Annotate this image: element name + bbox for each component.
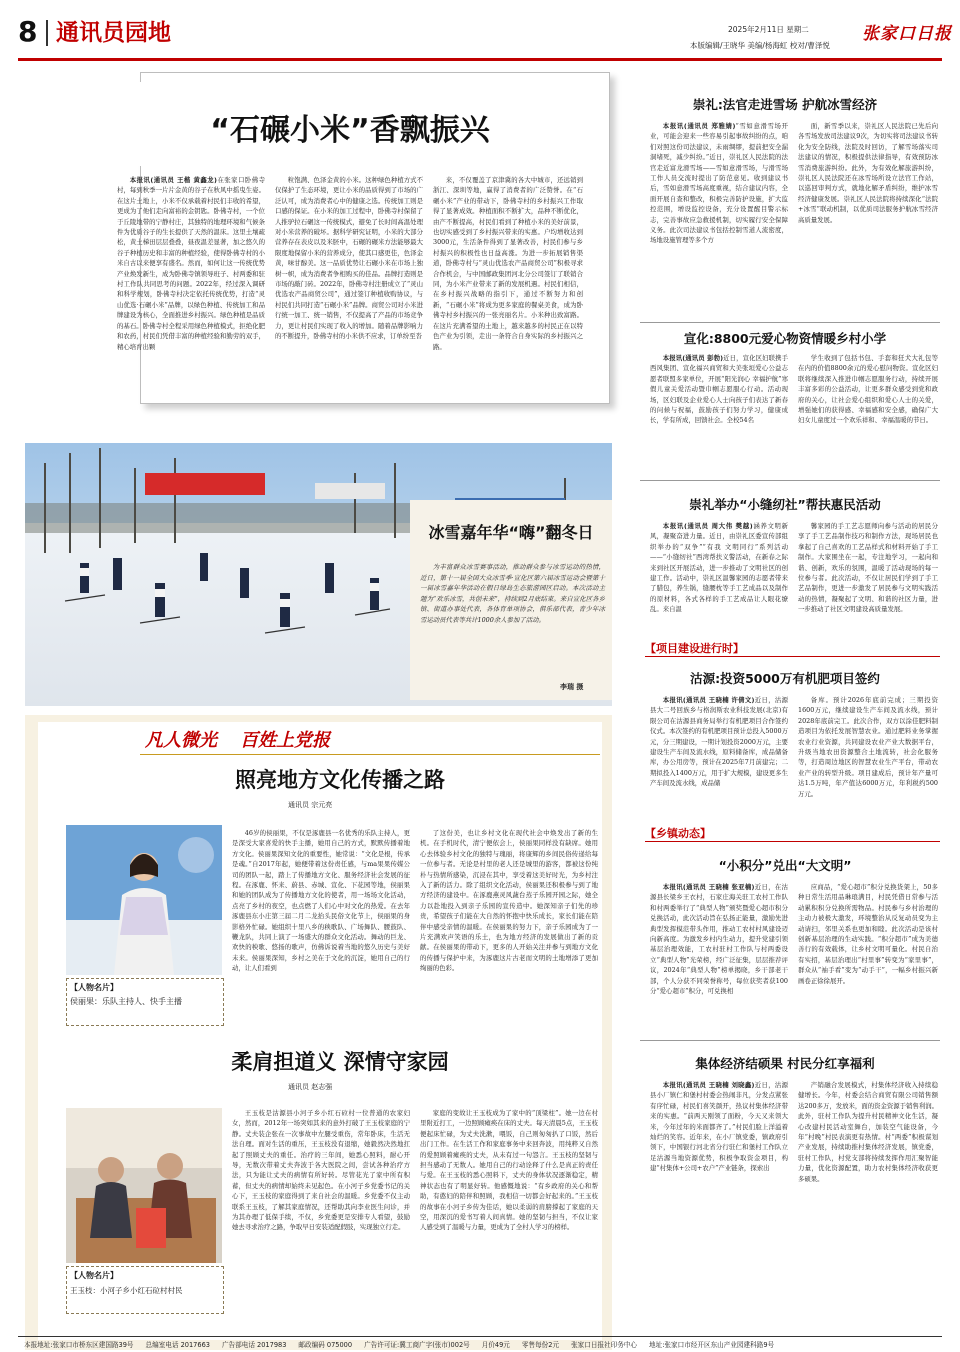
story-family-col-1: 王玉枝是沽源县小河子乡小红石砬村一位普通的农家妇女，然而，2012年一场突如其来的意外打破了王玉枝家庭的宁静。丈夫装企张在一次事故中左腿受重伤，常年卧床，生活无法自理。面对生活的重压，王玉枝没有退缩，她毅然决然地扛起了照顾丈夫的重任。治疗的三年间，她悉心照料，耐心开导，无数次带着丈夫奔波于各大医院之间，尝试各种治疗方法，只为能让丈夫的病情有所好转。尽管花光了家中所有积蓄，但丈夫的病情却始终未见起色。在小河子乡党委书记的关心下，王玉枝的家庭得到了来自社会的温暖。乡党委不仅主动联系王玉枝，了解其家庭情况，还帮助其向李业医生问诊，并为其办理了低保手续，不仅，乡党委更是安排专人看望，鼓励她去寻求治疗之路，争取早日安装适配假肢，实现独立行走。 <box>232 1109 410 1232</box>
footer-license: 广告许可证:冀工商广字(张市)002号 <box>364 1341 470 1349</box>
rule-township <box>645 841 940 842</box>
ski-feature-credit: 李瑞 摄 <box>560 683 584 691</box>
tag-project: 【项目建设进行时】 <box>645 642 744 655</box>
article-millet-col-2: 粒饱满、色泽金黄的小米。这种绿色种植方式不仅保护了生态环境，更让小米的品质得到了市场的广泛认可，成为消费者心中的健康之选。传统加工则是口感的保证。在小米的加工过程中，卧佛寺村保留了人推驴拉石碾这一传统模式，避免了长时间高温处理对小米营养的破坏。据科学研究证明，小米的大部分营养存在表皮以及米胚中，石碾的碾米方法能够最大限度地保留小米的营养成分，使其口感更佳，色泽金黄，味甘醇美。这一品质优势让石碾小米在市场上独树一帜，成为消费者争相购买的佳品。品牌打造则是市场的敲门砖。2022年，卧佛寺村注册成立了“灵山优选农产品商贸公司”，通过签订种植收购协议，与村民们共同打造“石碾小米”品牌。商贸公司对小米进行统一加工、统一销售，不仅提高了产品的市场竞争力，更让村民们实现了收入的增加。随着品牌影响力的不断提升，卧佛寺村的小米供不应求，订单纷至沓 <box>275 176 423 341</box>
article-chongli-court-col-1: 本报讯(通讯员 郑雅婧)“雪如意滑雪场开业，可能会迎来一些容易引起事故纠纷的点，咱们对照这份司法建议，未雨绸缪，提前把安全漏洞堵死，减少纠纷。”近日，崇礼区人民法院的法官走近富龙滑雪场——雪如意滑雪场，与滑雪场工作人员交流时提出了防范意见。收到建议书后，雪如意滑雪场高度重视，结合建议内容，全面开展自查和整改，积极完善防护设施，扩大监控范围，增设监控设备，充分设置醒目警示标志，完善事故应急救援机制，切实履行安全保障义务。此次司法建议书包括控制雪道人流密度，场地设施管理等多个方 <box>650 122 788 245</box>
header-editors: 本版编辑/王晓华 美编/杨海虹 校对/曹泽悦 <box>690 41 830 50</box>
article-millet-col-3: 来，不仅覆盖了京津冀的各大中城市，还远销到浙江、深圳等地，赢得了消费者的广泛赞誉。在“石碾小米”产业的带动下，卧佛寺村的乡村振兴工作取得了显著成效。种植面积不断扩大，品种不断优化，由产不断提高，村民们看到了种植小米的美好前景，也切实感受到了乡村振兴带来的实惠。户均增收达到3000元，生活条件得到了显著改善，村民们参与乡村振兴的积极性也日益高涨。为进一步拓展销售渠道，卧佛寺村与“灵山优选农产品商贸公司”积极寻求合作机会，与中国邮政集团河北分公司签订了联销合同，为小米产业带来了新的发展机遇。村民们相信，在乡村振兴战略的指引下，通过不断努力和创新，“石碾小米”将成为更多家庭的餐桌美食，成为卧佛寺村乡村振兴的一张亮丽名片。小米种出致富路。在这片充满希望的土地上，越来越多的村民正在以特色产业为引领，走出一条符合自身实际的乡村振兴之路。 <box>433 176 583 351</box>
rule-right-3 <box>640 1040 940 1041</box>
header-divider <box>46 20 48 46</box>
story-culture-byline: 通讯员 宗元亮 <box>288 801 333 809</box>
tag-township: 【乡镇动态】 <box>645 827 711 840</box>
ski-feature-text: 为丰富群众冰雪赛事活动，推动群众参与冰雪运动的热情，近日，第十一届全国大众冰雪季·宣化区第六届冰雪运动会暨第十一届冰雪嘉年华活动在假日绿岛生态旅游园区启动。本次活动主题为“欢乐冰雪，共创未来”，持续到2月底结束。来自宣化区各乡镇、街道办事处代表，各体育单项协会，俱乐部代表，青少年冰雪运动员代表等共计1000余人参加了活动。 <box>420 563 605 624</box>
wang-yuzhi-photo <box>66 1108 222 1263</box>
hou-liguo-photo <box>66 825 222 975</box>
header-rule <box>18 58 942 61</box>
article-guyuan-col-2: 备库。预计2026年底前完成；三期投资1600万元，继续建设生产车间及流水线，预计2028年底前完工。此次合作，双方以涂佳肥料制造项目为依托发展智慧农业。通过肥料业务掌握农业行业资源，共同建设农业产业大数据平台，升级当地农田资源整合土地流转，社会化服务等，打造周边地区的智慧农业生产平台，带动农业产业的转型升级。项目建成后，预计年产量可达1.5万吨，年产值达6000万元，年利税约500万元。 <box>798 696 938 798</box>
story-culture-col-1: 46岁的侯丽果，不仅是涿鹿县一名优秀的乐队主持人，更是深受大家喜爱的快手主播，她用自己的方式，默默传播着地方文化。侯丽果深知文化的重要性，她常说：“文化是根，传承是魂。”自2017年起，她便带着这份责任感，与ma果果传媒公司的团队一起，踏上了传播地方文化、服务经济社会发展的征程。在涿鹿、怀来、蔚县、赤城、宣化、下花园等地，侯丽果和她的团队成为了传播地方文化的使者，用一场场文化活动，点亮了乡村的夜空，也点燃了人们心中对文化的热爱。在去年涿鹿县东小庄第三届二月二龙抬头民俗文化节上，侯丽果的身影格外忙碌。她组织十里八乡的秧歌队、广场舞队、腰鼓队、鞭龙队，共同上演了一场盛大的群众文化活动。舞动的巨龙、欢快的秧歌、悠扬的歌声，仿佛诉说着当地的悠久历史与美好未来。侯丽果深知，乡村之美在于文化的沉淀，她用自己的行动，让人们看到 <box>232 829 410 973</box>
story-family-byline: 通讯员 赵志强 <box>288 1083 333 1091</box>
article-dividend-byline: 本报讯(通讯员 王晓楠 刘晓鑫) <box>662 1081 755 1089</box>
footer-phone-main: 总编室电话 2017663 <box>145 1341 210 1349</box>
footer-printer-address: 地址:张家口市经开区东山产业园建科路9号 <box>649 1341 775 1349</box>
article-chongli-court-title: 崇礼:法官走进雪场 护航冰雪经济 <box>692 97 878 112</box>
article-sewing-title: 崇礼举办“小缝纫社”帮扶惠民活动 <box>689 497 881 512</box>
rule-right-2 <box>640 480 940 481</box>
story-culture-caption-head: 【人物名片】 <box>70 983 118 992</box>
story-family-title: 柔肩担道义 深情守家园 <box>231 1050 449 1074</box>
rule-right-1 <box>640 322 940 323</box>
article-xuanhua-col-1: 本报讯(通讯员 彭勃)近日，宣化区妇联携手西风集团、宣化福兴商贸和大美张垣爱心公益志愿者联盟多家单位，开展“阳光润心 幸福护航”寒假儿童关爱活动暨巾帼志愿服心行动。活动现场，区妇联及企业爱心人士向孩子们表达了新春的问候与祝福，鼓励孩子们努力学习，健康成长，学有所成，回馈社会。全校54名 <box>650 354 788 425</box>
story-family-caption-body: 王玉枝：小河子乡小红石砬村村民 <box>70 1286 183 1295</box>
article-sewing-byline: 本报讯(通讯员 周大伟 樊越) <box>662 522 753 530</box>
footer-printer: 张家口日报社印务中心 <box>571 1341 638 1349</box>
article-millet-title: “石碾小米”香飘振兴 <box>210 113 490 148</box>
feature-column-title-2: 百姓上党报 <box>240 730 330 751</box>
story-family-col-2: 家庭的变故让王玉枝成为了家中的“顶梁柱”。她一边在村里附近打工，一边照顾瘫痪在床的丈夫。每天清晨5点，王玉枝便起床忙碌，为丈夫洗漱，喂饭，自己则匆匆扒了口饭，然后出门工作。在生活工作和家庭事务中来回奔波，用纯粹又自然的爱照顾着瘫痪的丈夫，从未有过一句怨言。王玉枝的坚韧与担当感动了无数人。她用自己的行动诠释了什么是真正的责任与爱。在王玉枝的悉心照料下，丈夫的身体状况逐渐稳定，精神状态也有了明显好转。他感慨地说：“有乡政府的关心和帮助，有憨妇的陪伴和照顾，我相信一切都会好起来的。”王玉枝的故事在小河子乡传为佳话，她以柔弱的肩膀撑起了家庭的天空，用深沉的爱书写着人间真情。她的坚韧与担当，不仅让家人感受到了温暖与力量，更成为了全村人学习的榜样。 <box>420 1109 598 1232</box>
ski-feature-title: 冰雪嘉年华“嗨”翻冬日 <box>428 523 594 542</box>
footer <box>24 1339 940 1349</box>
article-points-title: “小积分”兑出“大文明” <box>718 858 852 873</box>
article-sewing-col-1: 本报讯(通讯员 周大伟 樊越)涵养文明新风，凝聚奋进力量。近日，由崇礼区委宣传部组织举办的“双争”“有我 文明同行”系列活动——“小缝纫社”西湾帮扶义警活动，在新春之际来到社区开展活动，进一步推动了文明社区的创建工作。活动中，崇礼区温馨家园的志愿者带来了腊包，养生锅，缝腰枕等手工艺成品以及制作的原材料，各式各样的手工艺成品让人眼花缭乱。来自温 <box>650 522 788 614</box>
feature-column-underline <box>140 754 600 755</box>
story-culture-col-2: 了这份美，也让乡村文化在现代社会中焕发出了新的生机。在手机时代，清宁便依会上，侯丽果同样没有缺席。她用心去体验乡村文化的独特与瑰丽，将康辉的乡间民俗传递给每一位参与者。无论是村里的老人还是城里的游客，都被这份纯朴与热情所感染，沉浸在其中，享受着这美好时光，为乡村注入了新的活力。除了组织文化活动，侯丽果还积极参与到了地方经济的建设中。在涿鹿燕灵风蔬台蒸子乐园开园之际，她全力以赴地投入到亲子乐园的宣传造中。她深知亲子们先的珍贵，希望孩子们能在大自然的怀抱中快乐成长，家长们能在陪伴中感受亲情的温暖。在侯丽果的努力下，亲子乐园成为了一片充满欢声笑语的乐土，也为地方经济的发展做出了新的贡献。在侯丽果的带动下，更多的人开始关注并参与到地方文化的传播与保护中来，为涿鹿这片古老而文明的土地增添了更加绚丽的色彩。 <box>420 829 598 973</box>
feature-column-title-1: 凡人微光 <box>145 730 217 751</box>
story-culture-caption-body: 侯丽果：乐队主持人、快手主播 <box>70 997 182 1006</box>
article-points-byline: 本报讯(通讯员 王晓楠 张亚楠) <box>662 883 755 891</box>
article-points-col-2: 应商品，“爱心超市”积分兑换货架上，50多种日常生活用品琳琅满目，村民凭借日常参与活动累积积分兑换所需物品。村民参与乡村治理的主动力被极大激发，环境整治从反复动员变为主动请扫，邻里关系也更加和睦。此次活动是该村创新基层治理的生动实践。“积分超市”成为美德善行的有效载体，让乡村文明可量化。村民自治有实招，基层治理出“村里事”转变为“家里事”，群众从“袖手看”变为“动手干”，一幅乡村振兴新画卷正徐徐展开。 <box>798 883 938 985</box>
section-title: 通讯员园地 <box>56 20 171 46</box>
story-culture-title: 照亮地方文化传播之路 <box>235 768 445 792</box>
article-dividend-col-1: 本报讯(通讯员 王晓楠 刘晓鑫)近日，沽源县小厂镇仁和堡村村委会热闹非凡，分发点紧张有序忙碌，村民们喜笑颜开，热议村集体经济带来的实惠。“前两天刚领了面粉，今天又来领大米，今年过年的米面都齐了。”村民们脸上洋溢着灿烂的笑容。近年来，在小厂镇党委，镇政府引领下，中国银行河北省分行驻仁和堡村工作队立足沽源当地资源优势，积极争取资金项目，构建“村集体+公司+农户”产业链条，探索出 <box>650 1081 788 1173</box>
footer-address: 本报地址:张家口市桥东区建国路39号 <box>24 1341 134 1349</box>
article-guyuan-title: 沽源:投资5000万有机肥项目签约 <box>690 671 880 686</box>
article-guyuan-byline: 本报讯(通讯员 王晓楠 许倩文) <box>662 696 755 704</box>
footer-postcode: 邮政编码 075000 <box>298 1341 353 1349</box>
article-points-col-1: 本报讯(通讯员 王晓楠 张亚楠)近日，在沽源县长梁乡王衣村，石家庄海关驻工农村工作队和村两委举行了“典型人物”颁奖暨爱心超市积分兑换活动，此次活动旨在弘扬正能量，激励先进典型发挥模范带头作用，推动工农村村风建设迈向新高度。为激发乡村内生动力，提升党建引领基层治理效能，工农村驻村工作队与村两委设立“典型人物”光荣榜，经广泛征集，层层推荐评议，2024年“典型人物”榜单揭晓，乡干部老干部，个人分获不同荣誉称号，每位获奖者获100分“爱心超市”积分，可兑换相 <box>650 883 788 996</box>
article-chongli-court-col-2: 面，新雪季以来，崇礼区人民法院已先后向各雪场发放司法建议9次，为切实将司法建议书转化为安全防线，法院及时回访，了解雪场落实司法建议的情况，积极提供法律指导，有效预防冰雪消费旅游纠纷。此外，为有效化解旅游纠纷，崇礼区人民法院还在冰雪场所设立法官工作站，以巡回审判方式，就地化解矛盾纠纷，维护冰雪经济健康发展。崇礼区人民法院将持续深化“法院+冰雪”联动机制，以优质司法服务护航冰雪经济高质量发展。 <box>798 122 938 224</box>
article-chongli-court-byline: 本报讯(通讯员 郑雅婧) <box>662 122 736 130</box>
article-millet-col-1: 本报讯(通讯员 王楷 黄鑫龙)在张家口卧佛寺村，每到秋季一片片金黄的谷子在秋风中摇曳生姿。在这片土地上，小米不仅承载着村民们丰收的希望，更成为了他们走向富裕的金钥匙。卧佛寺村，一个位于丘陵地带的宁静村庄，其独特的地理环境和气候条件为优质谷子的生长提供了天然的温床。这里土壤疏松，黄土梯田层层叠叠，昼夜温差显著，加之悠久的谷子种植历史和丰富的种植经验，使得卧佛寺村的小米自古以来便享有盛名。然而，如何让这一传统优势产业焕发新生，成为卧佛寺镇领导班子、村两委和驻村工作队共同思考的问题。2022年，经过深入调研和科学规划，卧佛寺村决定依托传统优势，打造“灵山优选·石碾小米”品牌，以绿色种植、传统加工和品牌建设为核心，全面推进乡村振兴。绿色种植是品质的基石。卧佛寺村全程采用绿色种植模式，拒绝化肥和农药，村民们凭借丰富的种植经验和勤劳的双手，精心培育出颗 <box>117 176 265 351</box>
rule-project <box>645 656 940 657</box>
story-family-caption-head: 【人物名片】 <box>70 1271 118 1280</box>
footer-price-single: 零售每份2元 <box>521 1341 560 1349</box>
article-sewing-col-2: 馨家园的手工艺志愿师向参与活动的居民分享了手工艺品制作技巧和制作方法，现场居民也拿起了自己喜欢的工艺品样式和材料开始了手工制作。大家围坐在一起，专注地学习，一起向和谐、创新，欢乐的氛围，温暖了活动现场的每一位参与者。此次活动，不仅让居民们学到了手工艺品制作，更进一步激发了居民参与文明实践活动的热情，凝聚起了文明、和谐的社区力量，进一步推动了社区文明建设高质量发展。 <box>798 522 938 614</box>
article-xuanhua-col-2: 学生收到了包括书包、手套和狂犬大礼包等在内的价值8800余元的爱心慰问物资。宣化区妇联将继续深入推进巾帼志愿服务行动，持续开展丰富多彩的公益活动，让更多群众感受到党和政府的关心，让社会爱心组织和爱心人士的关爱，增强她们的获得感、幸福感和安全感，确保广大妇女儿童度过一个欢乐祥和、幸福温暖的节日。 <box>798 354 938 425</box>
article-xuanhua-title: 宣化:8800元爱心物资情暖乡村小学 <box>683 331 887 346</box>
footer-rule <box>18 1336 942 1337</box>
article-dividend-title: 集体经济结硕果 村民分红享福利 <box>695 1056 875 1071</box>
article-xuanhua-byline: 本报讯(通讯员 彭勃) <box>662 354 724 362</box>
footer-phone-ad: 广告部电话 2017983 <box>221 1341 287 1349</box>
page-number: 8 <box>18 15 38 48</box>
article-millet-byline: 本报讯(通讯员 王楷 黄鑫龙) <box>129 176 217 184</box>
article-dividend-col-2: 产销融合发展模式，村集体经济收入持续稳健增长。今年，村委会结合商贸有限公司销售额达200多万，发放米，面的资金资源于销售利润。此外，驻村工作队为提升村民精神文化生活，凝心改建村民活动室舞台，加装空气能设备，今年“村晚”村民表演更有热情。村“两委”积极谋划产业发展，持续助推村集体经济发展，镇党委，驻村工作队，村党支部将持续发挥作用汇聚智能力量，优化资源配置，助力农村集体经济收获更多硕果。 <box>798 1081 938 1183</box>
article-guyuan-col-1: 本报讯(通讯员 王晓楠 许倩文)近日，沽源县大二号回族乡与格润斯农业科技发展(北京)有限公司在沽源县商务局举行有机肥项目合作签约仪式。本次签约的有机肥项目预计总投入5000万元，分三期建设，一期计划投资2000万元，主要建设生产车间及流水线，原料储备库，成品储备库，办公用房等，预计在2025年7月前建完；二期拟投入1400万元，用于扩大规模，建设更多生产车间及流水线，成品储 <box>650 696 788 788</box>
footer-price-month: 月价49元 <box>481 1341 510 1349</box>
header-date: 2025年2月11日 星期二 <box>728 25 809 34</box>
newspaper-logo: 张家口日报 <box>862 24 952 44</box>
